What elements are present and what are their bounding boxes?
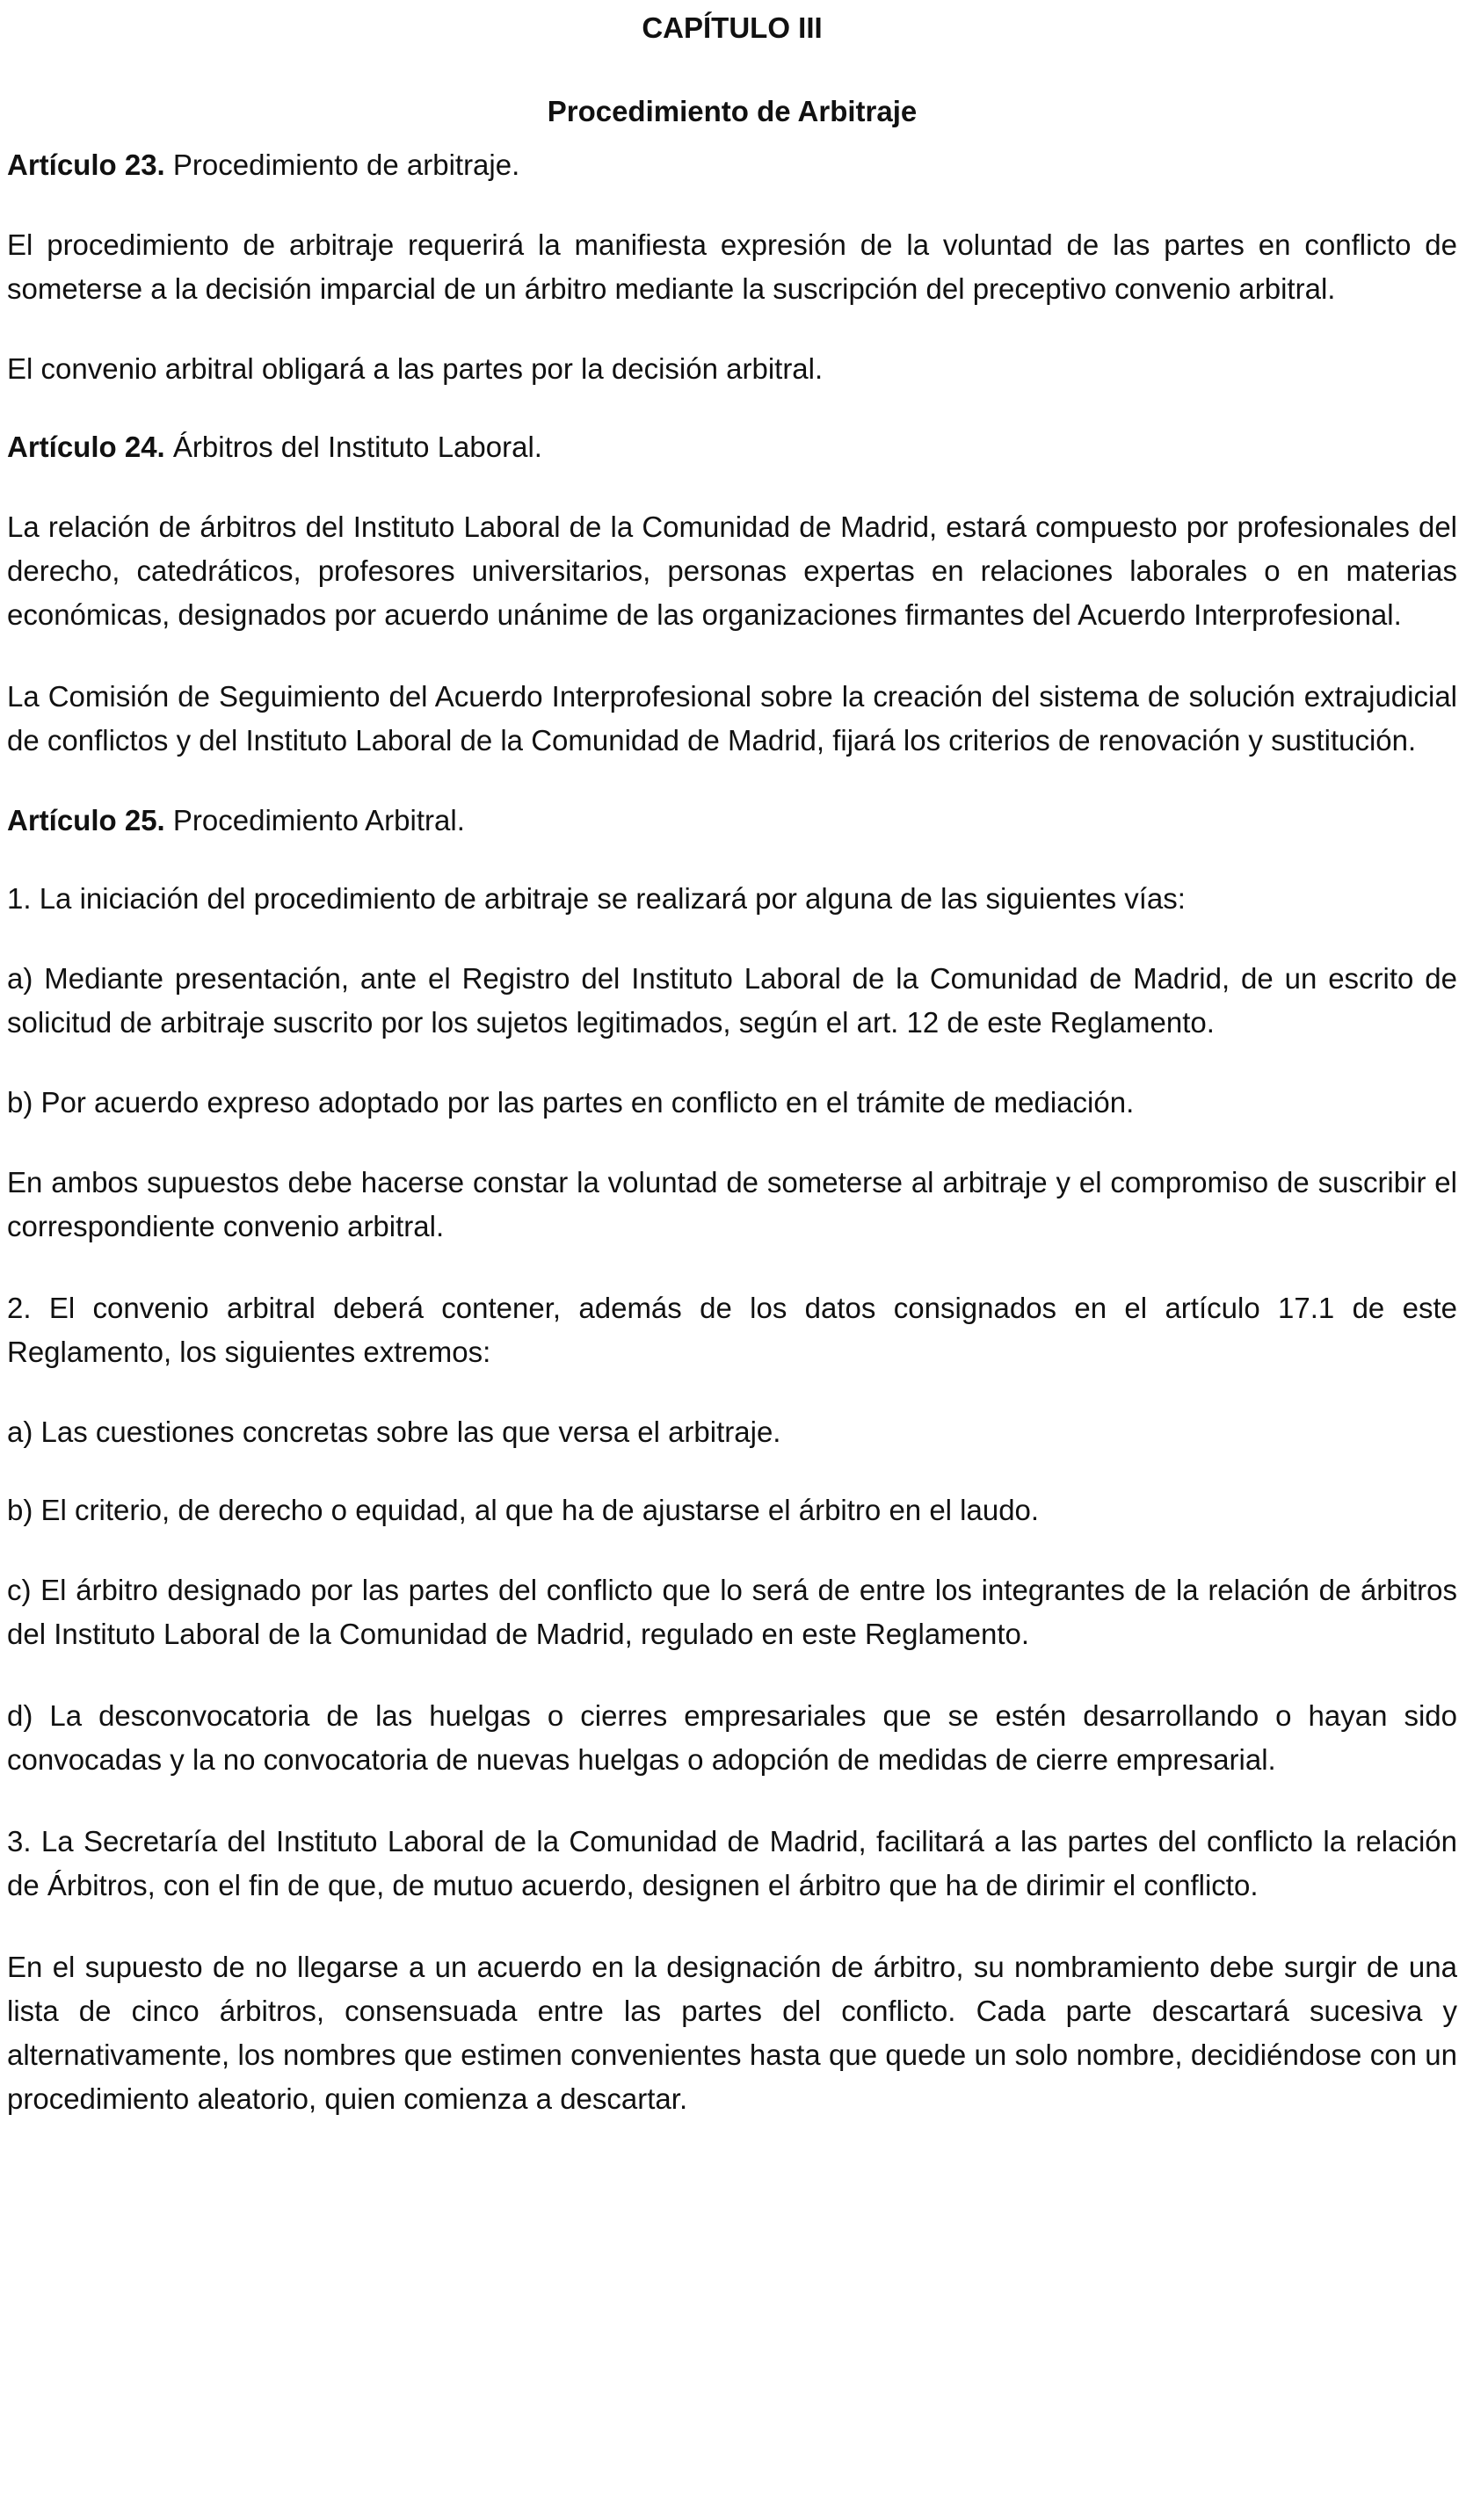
article-25-paragraph-5: 2. El convenio arbitral deberá contener, además de los datos consignados en el artículo 17.1 de este Reglamento, los siguientes extremos: [7, 1292, 1457, 1368]
chapter-number: CAPÍTULO III [642, 11, 823, 44]
article-23-heading [7, 145, 1457, 185]
article-24-heading [7, 427, 1457, 467]
article-23-label: Artículo 23. [7, 148, 165, 181]
article-25-title: Procedimiento Arbitral. [164, 804, 465, 836]
article-25-paragraph-9: d) La desconvocatoria de las huelgas o cierres empresariales que se estén desarrollando o hayan sido convocadas y la no convocatoria de nuevas huelgas o adopción de medidas de cierre empresarial. [7, 1699, 1457, 1776]
article-24-paragraph-1: La relación de árbitros del Instituto Laboral de la Comunidad de Madrid, estará compuesto por profesionales del derecho, catedráticos, profesores universitarios, personas expertas en relaciones laborales o en materias económicas, designados por acuerdo unánime de las organizaciones firmantes del Acuerdo Interprofesional. [7, 511, 1457, 631]
article-25-paragraph-4: En ambos supuestos debe hacerse constar la voluntad de someterse al arbitraje y el compromiso de suscribir el correspondiente convenio arbitral. [7, 1166, 1457, 1242]
article-25-paragraph-3: b) Por acuerdo expreso adoptado por las partes en conflicto en el trámite de mediación. [7, 1086, 1135, 1119]
article-24-title: Árbitros del Instituto Laboral. [164, 431, 542, 463]
article-23-title: Procedimiento de arbitraje. [164, 148, 520, 181]
article-23-paragraph-1: El procedimiento de arbitraje requerirá la manifiesta expresión de la voluntad de las partes en conflicto de someterse a la decisión imparcial de un árbitro mediante la suscripción del preceptivo convenio arbitral. [7, 228, 1457, 305]
article-24-label: Artículo 24. [7, 431, 165, 463]
document-page [7, 0, 1457, 2121]
article-25-paragraph-1: 1. La iniciación del procedimiento de arbitraje se realizará por alguna de las siguientes vías: [7, 882, 1186, 915]
article-25-label: Artículo 25. [7, 804, 165, 836]
article-25-paragraph-7: b) El criterio, de derecho o equidad, al que ha de ajustarse el árbitro en el laudo. [7, 1494, 1040, 1526]
chapter-title: Procedimiento de Arbitraje [547, 95, 918, 127]
article-25-paragraph-6: a) Las cuestiones concretas sobre las que versa el arbitraje. [7, 1416, 781, 1448]
article-25-paragraph-2: a) Mediante presentación, ante el Registro del Instituto Laboral de la Comunidad de Madrid, de un escrito de solicitud de arbitraje suscrito por los sujetos legitimados, según el art. 12 de este Reglamento. [7, 962, 1457, 1039]
article-25-heading [7, 800, 1457, 841]
article-25-paragraph-11: En el supuesto de no llegarse a un acuerdo en la designación de árbitro, su nombramiento debe surgir de una lista de cinco árbitros, consensuada entre las partes del conflicto. Cada parte descartará sucesiva y alternativamente, los nombres que estimen convenientes hasta que quede un solo nombre, decidiéndose con un procedimiento aleatorio, quien comienza a descartar. [7, 1951, 1457, 2115]
article-24-paragraph-2: La Comisión de Seguimiento del Acuerdo Interprofesional sobre la creación del sistema de solución extrajudicial de conflictos y del Instituto Laboral de la Comunidad de Madrid, fijará los criterios de renovación y sustitución. [7, 680, 1457, 757]
article-25-paragraph-8: c) El árbitro designado por las partes del conflicto que lo será de entre los integrantes de la relación de árbitros del Instituto Laboral de la Comunidad de Madrid, regulado en este Reglamento. [7, 1574, 1457, 1650]
article-23-paragraph-2: El convenio arbitral obligará a las partes por la decisión arbitral. [7, 352, 824, 385]
article-25-paragraph-10: 3. La Secretaría del Instituto Laboral de la Comunidad de Madrid, facilitará a las partes del conflicto la relación de Árbitros, con el fin de que, de mutuo acuerdo, designen el árbitro que ha de dirimir el conflicto. [7, 1825, 1457, 1901]
